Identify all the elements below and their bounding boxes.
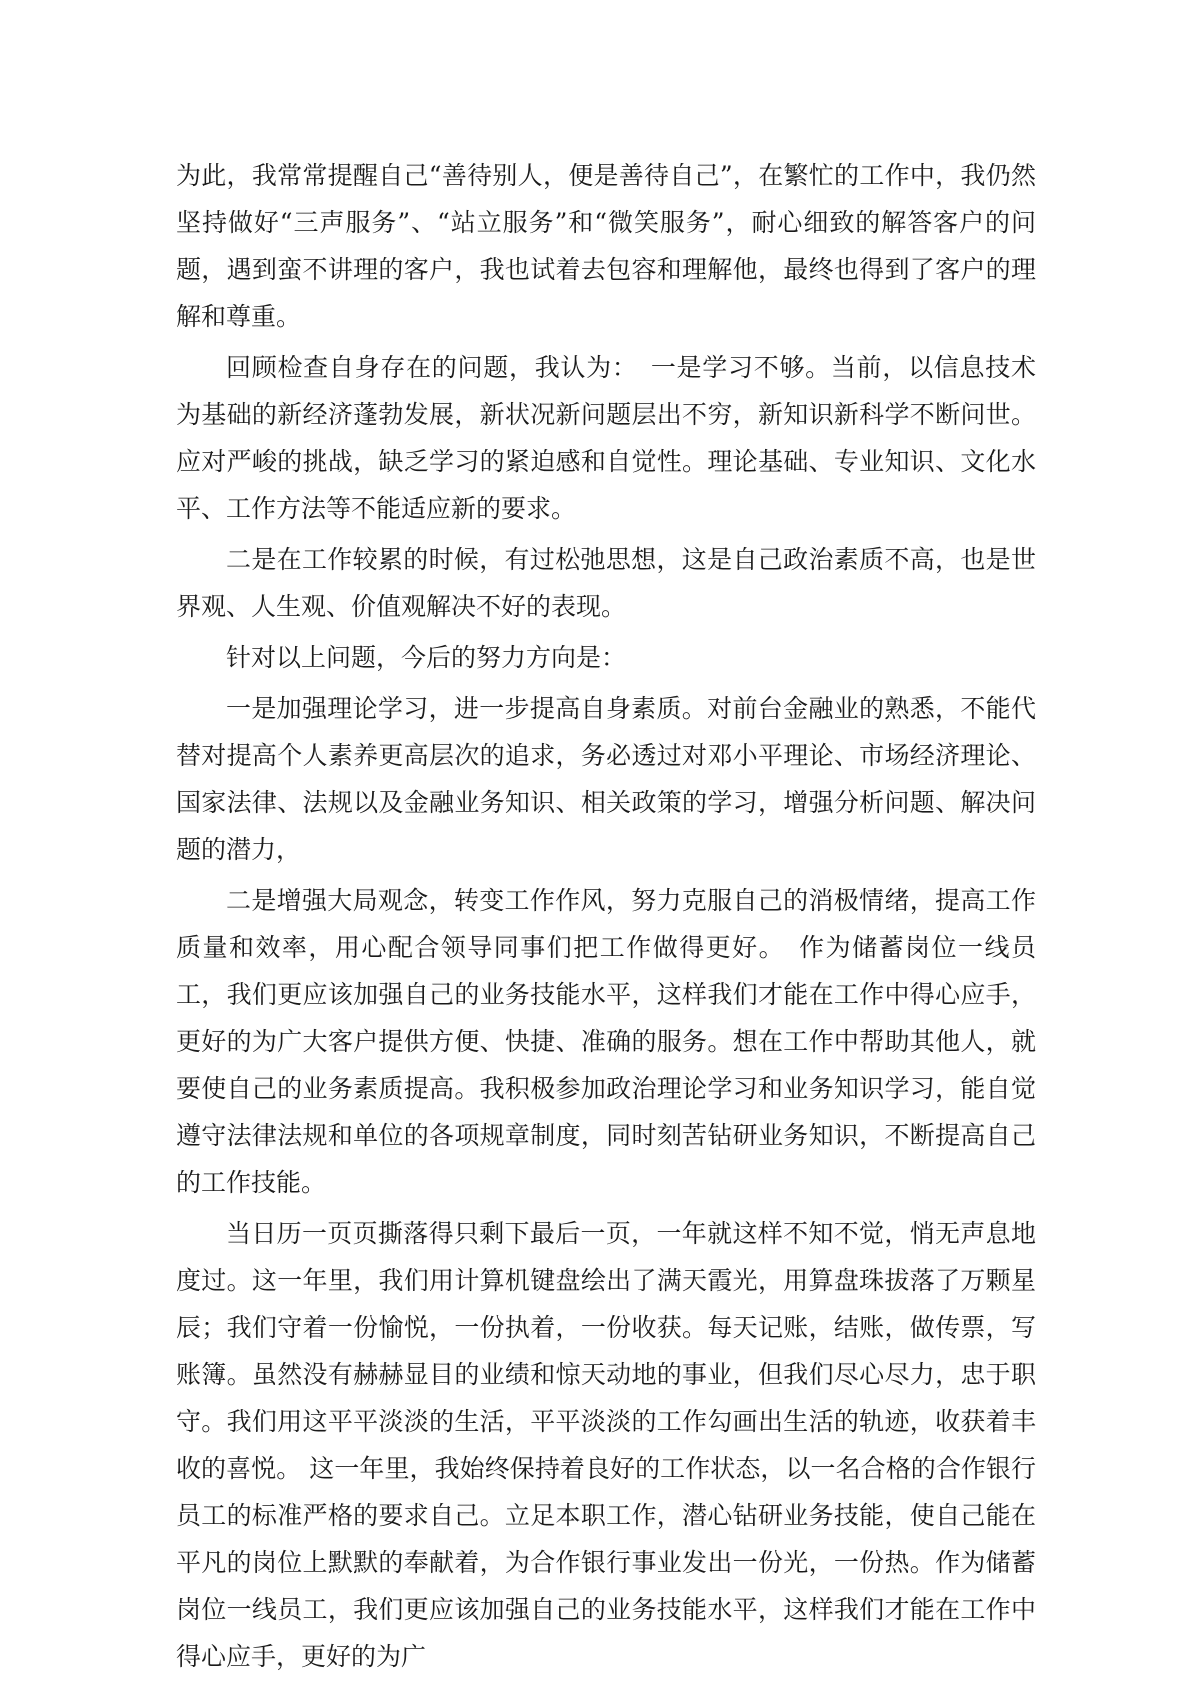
paragraph-2: 回顾检查自身存在的问题，我认为： 一是学习不够。当前，以信息技术为基础的新经济蓬勃发展，新状况新问题层出不穷，新知识新科学不断问世。应对严峻的挑战，缺乏学习的紧迫感和自觉性。理论基础、专业知识、文化水平、工作方法等不能适应新的要求。 bbox=[176, 353, 1036, 523]
paragraph-7: 当日历一页页撕落得只剩下最后一页，一年就这样不知不觉，悄无声息地度过。这一年里，我们用计算机键盘绘出了满天霞光，用算盘珠拔落了万颗星辰；我们守着一份愉悦，一份执着，一份收获。每天记账，结账，做传票，写账簿。虽然没有赫赫显目的业绩和惊天动地的事业，但我们尽心尽力，忠于职守。我们用这平平淡淡的生活，平平淡淡的工作勾画出生活的轨迹，收获着丰收的喜悦。 这一年里，我始终保持着良好的工作状态，以一名合格的合作银行员工的标准严格的要求自己。立足本职工作，潜心钻研业务技能，使自己能在平凡的岗位上默默的奉献着，为合作银行事业发出一份光，一份热。作为储蓄岗位一线员工，我们更应该加强自己的业务技能水平，这样我们才能在工作中得心应手，更好的为广 bbox=[176, 1219, 1036, 1671]
paragraph-5: 一是加强理论学习，进一步提高自身素质。对前台金融业的熟悉，不能代替对提高个人素养更高层次的追求，务必透过对邓小平理论、市场经济理论、国家法律、法规以及金融业务知识、相关政策的学习，增强分析问题、解决问题的潜力， bbox=[176, 694, 1036, 864]
document-page bbox=[176, 152, 1036, 1684]
paragraph-1: 为此，我常常提醒自己“善待别人，便是善待自己”，在繁忙的工作中，我仍然坚持做好“三声服务”、“站立服务”和“微笑服务”，耐心细致的解答客户的问题，遇到蛮不讲理的客户，我也试着去包容和理解他，最终也得到了客户的理解和尊重。 bbox=[176, 161, 1036, 331]
paragraph-6: 二是增强大局观念，转变工作作风，努力克服自己的消极情绪，提高工作质量和效率，用心配合领导同事们把工作做得更好。 作为储蓄岗位一线员工，我们更应该加强自己的业务技能水平，这样我们才能在工作中得心应手，更好的为广大客户提供方便、快捷、准确的服务。想在工作中帮助其他人，就要使自己的业务素质提高。我积极参加政治理论学习和业务知识学习，能自觉遵守法律法规和单位的各项规章制度，同时刻苦钻研业务知识，不断提高自己的工作技能。 bbox=[176, 886, 1036, 1197]
paragraph-3: 二是在工作较累的时候，有过松弛思想，这是自己政治素质不高，也是世界观、人生观、价值观解决不好的表现。 bbox=[176, 545, 1036, 621]
paragraph-4: 针对以上问题，今后的努力方向是： bbox=[226, 643, 627, 672]
